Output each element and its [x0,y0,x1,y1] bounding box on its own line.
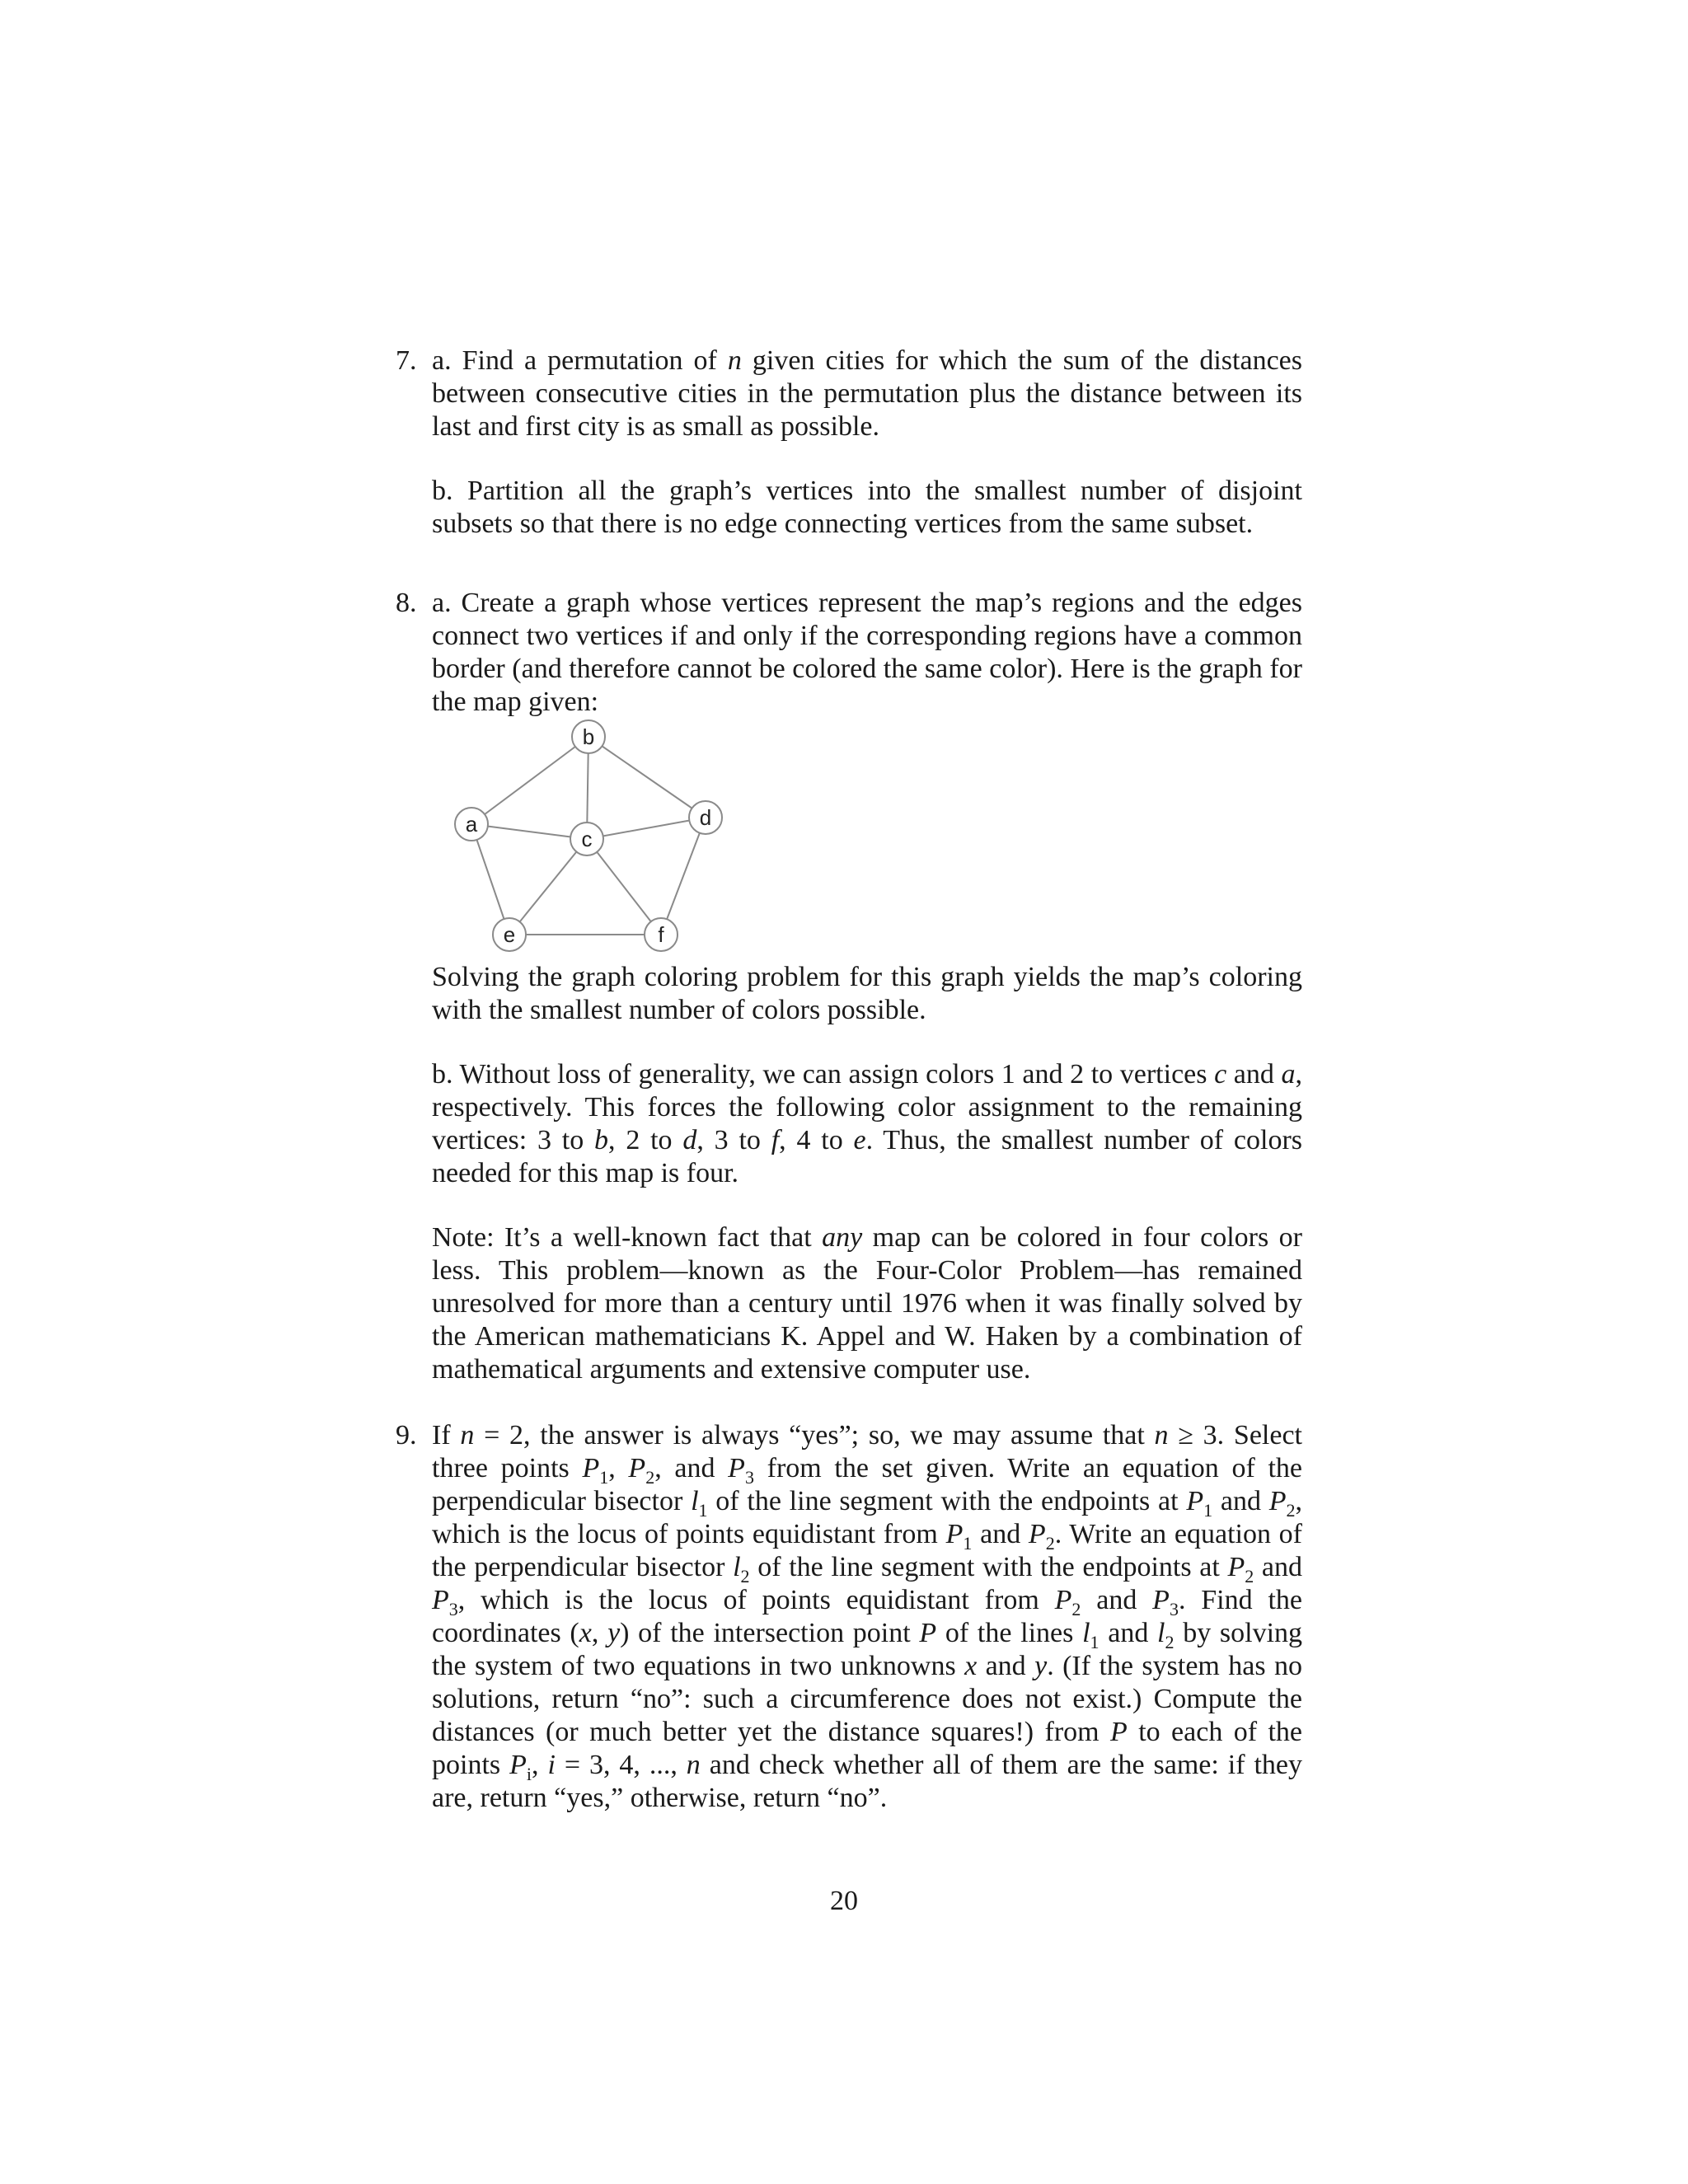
graph-vertex-c [570,823,603,855]
graph-edge-c-d [587,818,706,839]
graph-vertex-a [455,808,488,841]
graph-vertex-e [493,918,526,951]
graph-edge-a-c [471,824,587,839]
graph-vertex-f [645,918,678,951]
paragraph: Note: It’s a well-known fact that any map can be colored in four colors or less. This problem—known as the Four-Color Problem—has remained unresolved for more than a century until 1976 when it was finally solved by the American mathematicians K. Appel and W. Haken by a combination of mathematical arguments and extensive computer use. [432,1222,1303,1385]
graph-vertex-label: c [581,827,593,851]
graph-vertex-d [689,801,722,834]
page-number: 20 [830,1886,858,1916]
graph-vertex-b [572,720,605,753]
map-graph-diagram [432,715,729,959]
paragraph: b. Without loss of generality, we can assign colors 1 and 2 to vertices c and a, respectively. This forces the following color assignment to the remaining vertices: 3 to b, 2 to d, 3 to f, 4 to e. Thus, the smallest number of colors needed for this map is four. [432,1059,1302,1188]
problem-number: 7. [396,345,417,376]
graph-vertex-label: d [699,805,712,830]
problem-number: 9. [396,1420,417,1451]
graph-vertex-label: f [658,922,664,947]
problem-body [432,587,1302,719]
paragraph: a. Find a permutation of n given cities for which the sum of the distances between consecutive cities in the permutation plus the distance between its last and first city is as small as possible. [432,345,1302,442]
graph-edge-c-e [509,839,587,935]
problem-body [432,1419,1302,1815]
graph-edge-a-e [471,824,509,935]
problem-number: 8. [396,588,417,618]
graph-vertex-label: b [582,724,595,749]
graph-edge-d-f [661,818,706,935]
paragraph: a. Create a graph whose vertices represent the map’s regions and the edges connect two vertices if and only if the corresponding regions have a common border (and therefore cannot be colored the same color). Here is the graph for the map given: [432,588,1302,717]
graph-vertex-label: a [465,812,478,837]
paragraph: b. Partition all the graph’s vertices into the smallest number of disjoint subsets so that there is no edge connecting vertices from the same subset. [432,476,1302,539]
graph-vertex-label: e [503,922,516,947]
graph-edge-b-d [588,737,706,818]
graph-edge-a-b [471,737,588,824]
problem-body-continued [432,961,1302,1386]
paragraph: Solving the graph coloring problem for this graph yields the map’s coloring with the smallest number of colors possible. [432,962,1302,1025]
problem-body [432,344,1302,541]
paragraph: If n = 2, the answer is always “yes”; so, we may assume that n ≥ 3. Select three points $P_1$, $P_2$, and $P_3$ from the set given. Write an equation of the perpendicular bisector $l_1$ of the line segment with the endpoints at $P_1$ and $P_2$, which is the locus of points equidistant from $P_1$ and $P_2$. Write an equation of the perpendicular bisector $l_2$ of the line segment with the endpoints at $P_2$ and $P_3$, which is the locus of points equidistant from $P_2$ and $P_3$. Find the coordinates (x, y) of the intersection point P of the lines $l_1$ and $l_2$ by solving the system of two equations in two unknowns x and y. (If the system has no solutions, return “no”: such a circumference does not exist.) Compute the distances (or much better yet the distance squares!) from P to each of the points $P_i$, i = 3, 4, ..., n and check whether all of them are the same: if they are, return “yes,” otherwise, return “no”. [432,1420,1303,1813]
graph-edge-c-f [587,839,661,935]
